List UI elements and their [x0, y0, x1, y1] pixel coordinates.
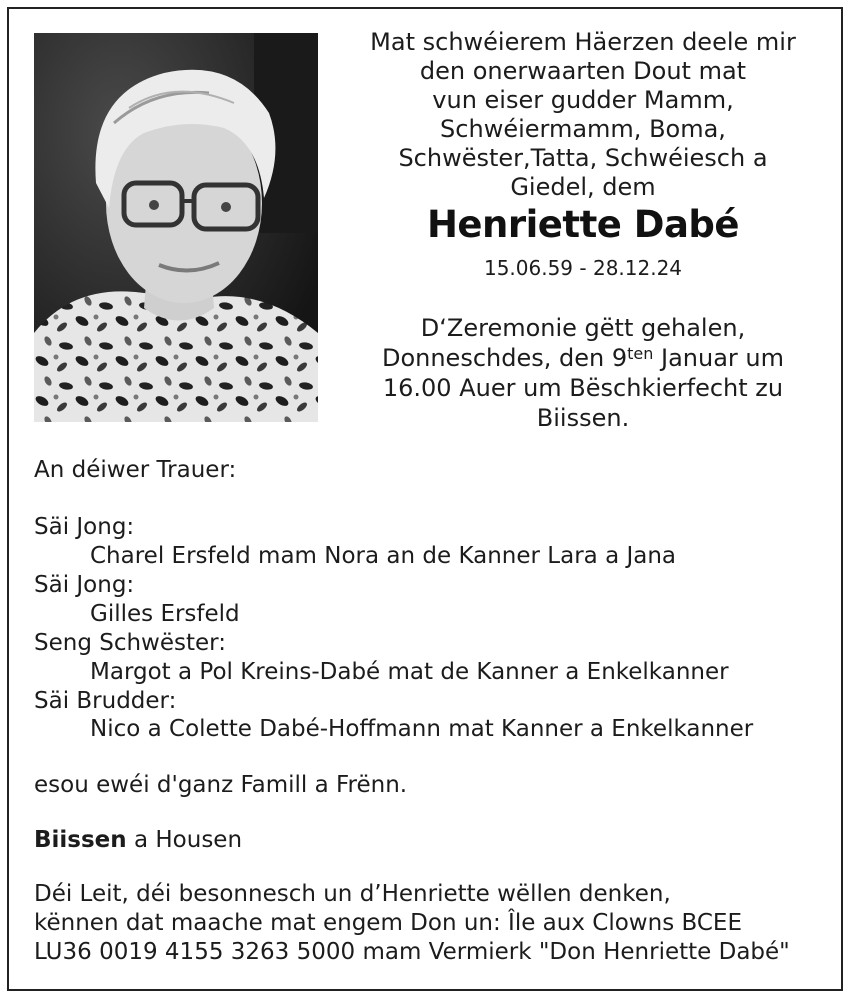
ceremony-line: D‘Zeremonie gëtt gehalen, [420, 314, 746, 342]
announcement-line: Schwëster,Tatta, Schwéiesch a [398, 144, 768, 172]
mourner-names: Charel Ersfeld mam Nora an de Kanner Lara a Jana [90, 543, 677, 569]
ceremony-line: Biissen. [536, 404, 630, 432]
deceased-name: Henriette Dabé [426, 203, 740, 246]
announcement-line: Giedel, dem [510, 173, 656, 201]
mourners-heading: An déiwer Trauer: [34, 457, 237, 483]
ceremony-line: 16.00 Auer um Bëschkierfecht zu [382, 374, 784, 402]
announcement-line: den onerwaarten Dout mat [419, 57, 747, 85]
ceremony-date-suffix: Januar um [653, 344, 785, 372]
mourner-names: Nico a Colette Dabé-Hoffmann mat Kanner a Enkelkanner [90, 716, 754, 742]
announcement-line: Mat schwéierem Häerzen deele mir [370, 28, 796, 56]
ceremony-details [352, 313, 814, 433]
mourner-names: Margot a Pol Kreins-Dabé mat de Kanner a Enkelkanner [90, 659, 729, 685]
closing-line: esou ewéi d'ganz Famill a Frënn. [34, 772, 408, 798]
relation-label: Seng Schwëster: [34, 630, 226, 656]
portrait-photo [34, 33, 318, 422]
relation-label: Säi Jong: [34, 572, 135, 598]
donation-line: Déi Leit, déi besonnesch un d’Henriette wëllen denken, [34, 881, 671, 907]
relation-label: Säi Jong: [34, 514, 135, 540]
life-dates: 15.06.59 - 28.12.24 [483, 256, 683, 280]
announcement-line: vun eiser gudder Mamm, [432, 86, 734, 114]
ordinal-suffix: ten [627, 344, 654, 363]
announcement-text [352, 28, 814, 202]
announcement-line: Schwéiermamm, Boma, [440, 115, 726, 143]
mourner-names: Gilles Ersfeld [90, 601, 240, 627]
donation-line: LU36 0019 4155 3263 5000 mam Vermierk "Don Henriette Dabé" [34, 939, 790, 965]
donation-line: kënnen dat maache mat engem Don un: Île aux Clowns BCEE [34, 910, 742, 936]
places-line [34, 827, 242, 853]
ceremony-date-prefix: Donneschdes, den 9 [381, 344, 628, 372]
portrait-icon [34, 33, 318, 422]
place-secondary: a Housen [126, 827, 243, 853]
ceremony-date-line [352, 343, 814, 373]
place-primary: Biissen [34, 827, 127, 853]
donation-notice [34, 880, 834, 967]
relation-label: Säi Brudder: [34, 688, 177, 714]
